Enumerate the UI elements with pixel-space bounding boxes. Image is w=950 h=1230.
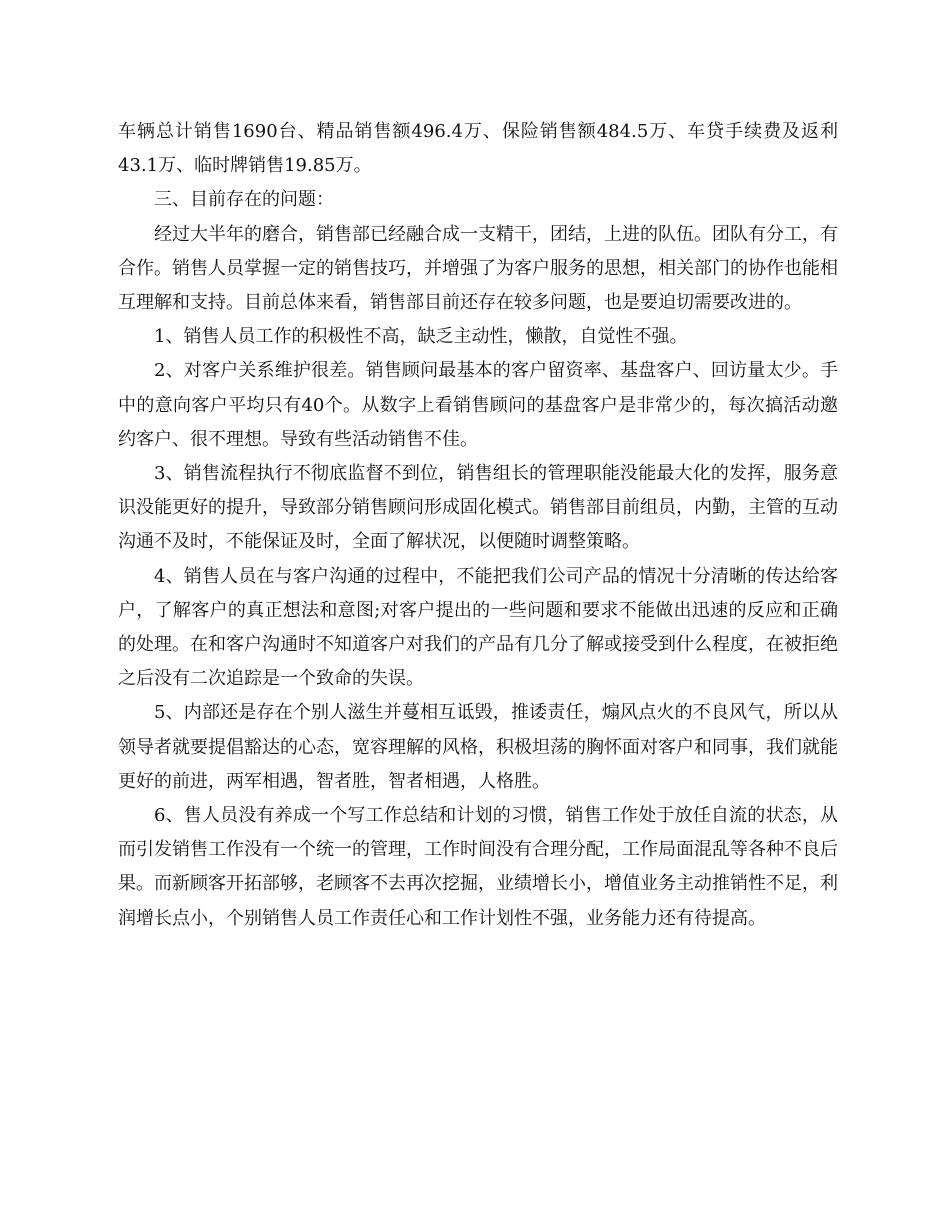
- paragraph-item-2: 2、对客户关系维护很差。销售顾问最基本的客户留资率、基盘客户、回访量太少。手中的意向客户平均只有40个。从数字上看销售顾问的基盘客户是非常少的，每次搞活动邀约客户、很不理想。导致有些活动销售不佳。: [118, 360, 838, 450]
- paragraph-sales-summary: 车辆总计销售1690台、精品销售额496.4万、保险销售额484.5万、车贷手续费及返利43.1万、临时牌销售19.85万。: [118, 121, 838, 177]
- document-page: [118, 115, 838, 936]
- section-heading-problems: 三、目前存在的问题：: [154, 189, 334, 211]
- paragraph-item-6: 6、售人员没有养成一个写工作总结和计划的习惯，销售工作处于放任自流的状态，从而引发销售工作没有一个统一的管理，工作时间没有合理分配，工作局面混乱等各种不良后果。而新顾客开拓部够，老顾客不去再次挖掘，业绩增长小，增值业务主动推销性不足，利润增长点小，个别销售人员工作责任心和工作计划性不强，业务能力还有待提高。: [118, 805, 838, 929]
- paragraph-item-3: 3、销售流程执行不彻底监督不到位，销售组长的管理职能没能最大化的发挥，服务意识没能更好的提升，导致部分销售顾问形成固化模式。销售部目前组员，内勤，主管的互动沟通不及时，不能保证及时，全面了解状况，以便随时调整策略。: [118, 463, 838, 553]
- paragraph-item-4: 4、销售人员在与客户沟通的过程中，不能把我们公司产品的情况十分清晰的传达给客户，了解客户的真正想法和意图;对客户提出的一些问题和要求不能做出迅速的反应和正确的处理。在和客户沟通时不知道客户对我们的产品有几分了解或接受到什么程度，在被拒绝之后没有二次追踪是一个致命的失误。: [118, 565, 838, 690]
- paragraph-item-5: 5、内部还是存在个别人滋生并蔓相互诋毁，推诿责任，煽风点火的不良风气，所以从领导者就要提倡豁达的心态，宽容理解的风格，积极坦荡的胸怀面对客户和同事，我们就能更好的前进，两军相遇，智者胜，智者相遇，人格胜。: [118, 702, 838, 792]
- paragraph-intro: 经过大半年的磨合，销售部已经融合成一支精干，团结，上进的队伍。团队有分工，有合作。销售人员掌握一定的销售技巧，并增强了为客户服务的思想，相关部门的协作也能相互理解和支持。目前总体来看，销售部目前还存在较多问题，也是要迫切需要改进的。: [118, 223, 838, 314]
- paragraph-item-1: 1、销售人员工作的积极性不高，缺乏主动性，懒散，自觉性不强。: [154, 326, 688, 348]
